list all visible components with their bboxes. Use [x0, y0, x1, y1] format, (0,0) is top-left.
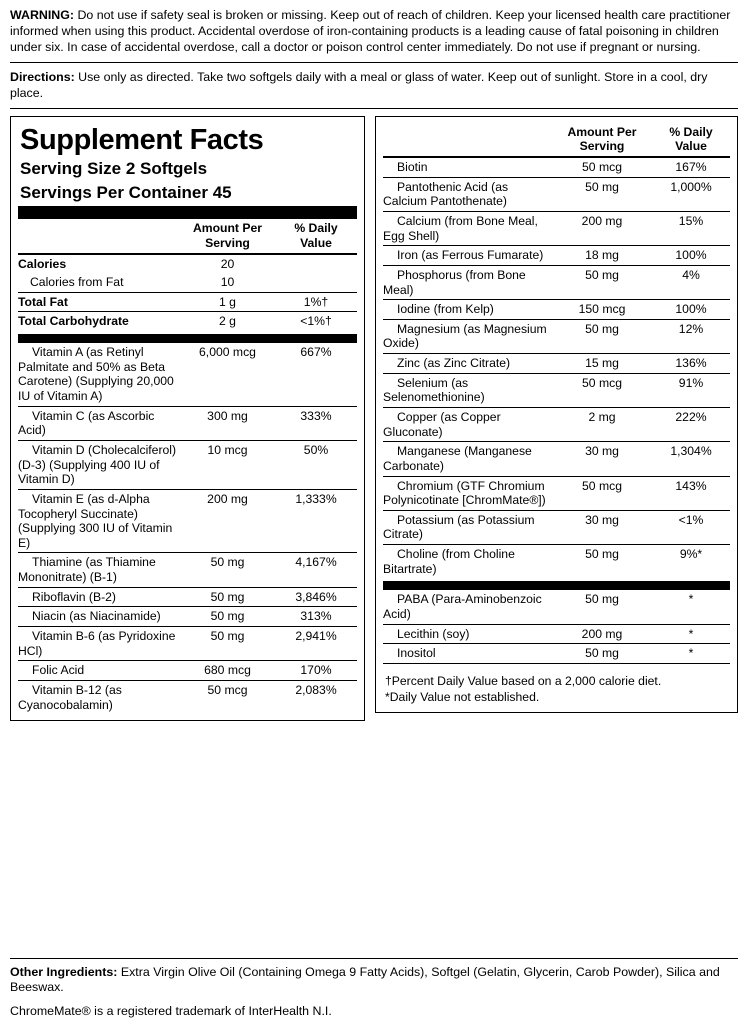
- footnote-daily-value: †Percent Daily Value based on a 2,000 calorie diet.: [385, 673, 662, 688]
- footer-section: [10, 958, 738, 1019]
- header-blank: [18, 219, 180, 253]
- warning-section: [10, 8, 738, 63]
- table-row: Folic Acid 680 mcg 170%: [18, 661, 357, 681]
- table-row: Phosphorus (from Bone Meal) 50 mg 4%: [383, 265, 730, 299]
- supplement-facts-panels: [10, 116, 738, 721]
- other-ingredients-label: Other Ingredients:: [10, 964, 118, 979]
- footnote-not-established: *Daily Value not established.: [385, 689, 540, 704]
- table-row: Niacin (as Niacinamide) 50 mg 313%: [18, 607, 357, 627]
- directions-text: Use only as directed. Take two softgels daily with a meal or glass of water. Keep out of sunlight. Store in a cool, dry place.: [10, 70, 708, 100]
- right-nutrition-table: [383, 123, 730, 579]
- table-row: Chromium (GTF Chromium Polynicotinate [ChromMate®]) 50 mcg 143%: [383, 476, 730, 510]
- table-row: Vitamin B-6 (as Pyridoxine HCl) 50 mg 2,941%: [18, 627, 357, 661]
- trademark-note: ChromeMate® is a registered trademark of InterHealth N.I.: [10, 1004, 332, 1018]
- table-row: Vitamin E (as d-Alpha Tocopheryl Succinate) (Supplying 300 IU of Vitamin E) 200 mg 1,333%: [18, 489, 357, 553]
- table-row: Calories 20: [18, 254, 357, 274]
- table-row: Vitamin D (Cholecalciferol) (D-3) (Supplying 400 IU of Vitamin D) 10 mcg 50%: [18, 440, 357, 489]
- left-table-header: [18, 219, 357, 253]
- supplement-facts-right-panel: [375, 116, 738, 713]
- table-row: Calories from Fat 10: [30, 275, 235, 290]
- table-row: Potassium (as Potassium Citrate) 30 mg <1%: [383, 510, 730, 544]
- table-row: Copper (as Copper Gluconate) 2 mg 222%: [383, 408, 730, 442]
- table-row: Iodine (from Kelp) 150 mcg 100%: [383, 300, 730, 320]
- table-row: Iron (as Ferrous Fumarate) 18 mg 100%: [383, 246, 730, 266]
- table-row: Calcium (from Bone Meal, Egg Shell) 200 mg 15%: [383, 211, 730, 245]
- footnotes: [383, 674, 730, 706]
- divider-bar-left: [18, 206, 357, 219]
- table-row: Inositol 50 mg *: [383, 644, 730, 664]
- table-row: Choline (from Choline Bitartrate) 50 mg 9%*: [383, 545, 730, 579]
- table-row: Selenium (as Selenomethionine) 50 mcg 91%: [383, 373, 730, 407]
- table-row: Thiamine (as Thiamine Mononitrate) (B-1) 50 mg 4,167%: [18, 553, 357, 587]
- directions-label: Directions:: [10, 70, 75, 85]
- table-row: Biotin 50 mcg 167%: [383, 157, 730, 177]
- right-secondary-table: [383, 590, 730, 664]
- table-row: Total Fat 1 g 1%†: [18, 292, 357, 312]
- directions-section: [10, 70, 738, 109]
- header-amount: Amount Per Serving: [192, 221, 263, 250]
- table-row-rule: [383, 663, 730, 664]
- page-title: Supplement Facts: [20, 123, 264, 156]
- header-amount-right: Amount Per Serving: [567, 124, 637, 154]
- table-row: Vitamin B-12 (as Cyanocobalamin) 50 mcg 2,083%: [18, 680, 357, 714]
- right-table-header: [383, 123, 730, 157]
- serving-size: Serving Size 2 Softgels: [20, 159, 208, 179]
- table-row: Vitamin C (as Ascorbic Acid) 300 mg 333%: [18, 406, 357, 440]
- left-nutrition-table: [18, 219, 357, 331]
- other-ingredients-text: Extra Virgin Olive Oil (Containing Omega 9 Fatty Acids), Softgel (Gelatin, Glycerin, Carob Powder), Silica and Beeswax.: [10, 964, 720, 995]
- divider-bar-right: [383, 581, 730, 590]
- warning-text: Do not use if safety seal is broken or missing. Keep out of reach of children. Keep your licensed health care practitioner informed when using this product. Accidental overdose of iron-containing products is a leading cause of fatal poisoning in children under six. In case of accidental overdose, call a doctor or poison control center immediately. Do not use if pregnant or nursing.: [10, 8, 731, 54]
- table-row: Pantothenic Acid (as Calcium Pantothenate) 50 mg 1,000%: [383, 177, 730, 211]
- table-row: Vitamin A (as Retinyl Palmitate and 50% as Beta Carotene) (Supplying 20,000 IU of Vitamin A) 6,000 mcg 667%: [18, 345, 332, 404]
- table-row: Lecithin (soy) 200 mg *: [383, 624, 730, 644]
- table-row: Magnesium (as Magnesium Oxide) 50 mg 12%: [383, 319, 730, 353]
- header-daily-value: % Daily Value: [294, 221, 338, 250]
- header-blank-right: [383, 123, 552, 157]
- warning-label: WARNING:: [10, 8, 75, 22]
- header-daily-value-right: % Daily Value: [669, 124, 713, 154]
- supplement-facts-left-panel: [10, 116, 365, 721]
- other-ingredients: [10, 958, 738, 997]
- servings-per-container: Servings Per Container 45: [20, 182, 232, 202]
- table-row: Manganese (Manganese Carbonate) 30 mg 1,304%: [383, 442, 730, 476]
- table-row: PABA (Para-Aminobenzoic Acid) 50 mg *: [383, 592, 694, 622]
- left-vitamin-table: [18, 343, 357, 714]
- table-row: Total Carbohydrate 2 g <1%†: [18, 312, 357, 331]
- divider-bar-left-2: [18, 334, 357, 343]
- table-row: Riboflavin (B-2) 50 mg 3,846%: [18, 587, 357, 607]
- table-row: Zinc (as Zinc Citrate) 15 mg 136%: [383, 354, 730, 374]
